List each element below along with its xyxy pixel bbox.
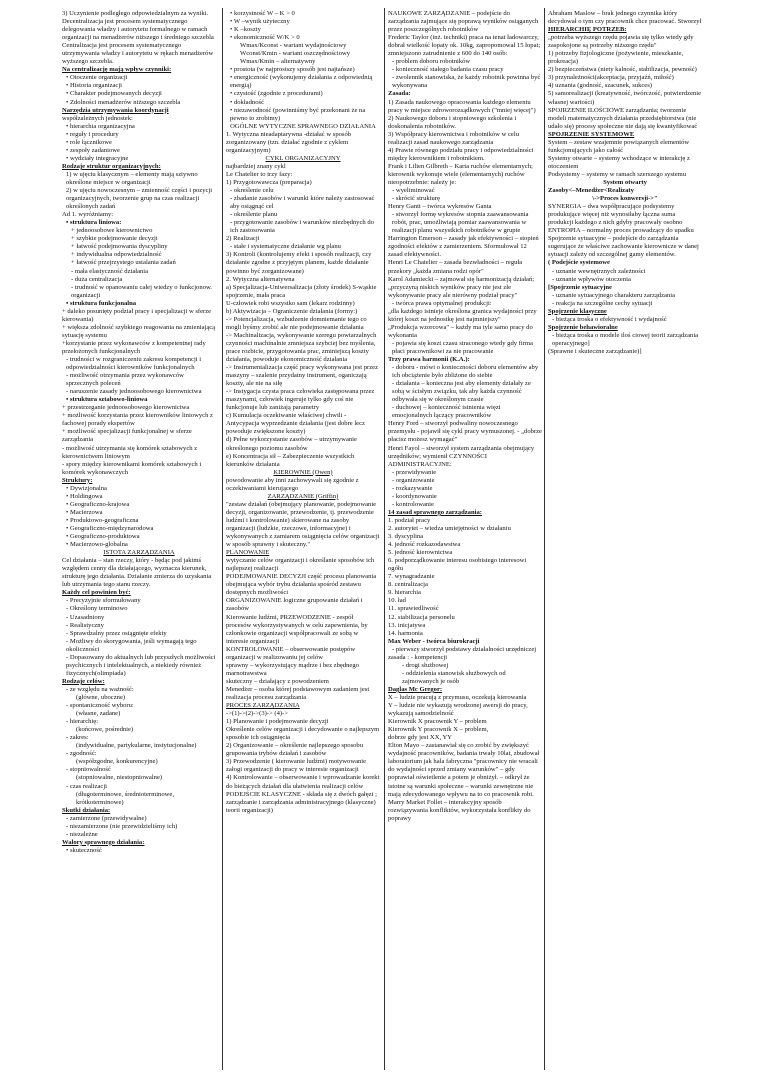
text-line: - oddzielenia stanowisk służbowych od zajmowanych je osób xyxy=(402,669,506,685)
text-line: Systemy otwarte – systemy wchodzące w interakcję z otoczeniem xyxy=(548,154,690,170)
text-line: Kierowanie ludźmi, PRZEWODZENIE - zespół procesów wykorzystywanych w celu zapewnienia, by członkowie organizacji współpracowali ze sobą w interesie organizacji xyxy=(226,613,368,645)
text-line: 2. autorytet – wiedza umiejętności w działaniu xyxy=(388,525,511,532)
text-line: ISTOTA ZARZĄDZANIA xyxy=(103,549,175,557)
text-line: a) Specjalizacja-Uniwersalizacja (złoty środek) S-wąskie spojrzenie, mała praca xyxy=(226,283,377,299)
text-line: - Możliwy do skorygowania, jeśli wymagają tego okoliczności xyxy=(66,637,197,653)
text-line: - zakres: xyxy=(66,734,89,742)
text-column-2 xyxy=(226,10,380,1070)
text-line: 7. wynagradzanie xyxy=(388,573,435,581)
column-divider xyxy=(222,8,223,1070)
text-line: - zbadanie zasobów i warunki które należy zastosować aby osiągnąć cel xyxy=(230,195,375,211)
text-line: PODEJMOWANIE DECYZJI część procesu planowania obejmująca wybór trybu działania spośród zestawu dostępnych możliwości xyxy=(226,573,377,597)
text-line: 1) Zasada naukowego opracowania każdego elementu pracy w miejsce zdroworozsądkowych ("mniej więcej") xyxy=(388,98,536,114)
text-line: • Macierzowo-globalna xyxy=(66,541,128,549)
text-line: 2) Organizowanie – określenie najlepszego sposobu grupowania trybów działań i zasobów xyxy=(226,742,364,758)
text-line: Menedżer – osoba której podstawowym zadaniem jest realizacja procesu zarządzania xyxy=(226,685,370,701)
text-line: Henri Fayol – stworzył system zarządzania obejmujący urzędników; wymienił CZYNNOŚCI ADMINISTRACYJNE: xyxy=(388,444,535,468)
text-line: -> Instygacja czysta praca człowieka zastępowana przez maszynami, człowiek ingeruje tylko gdy coś nie funkcjonuje lub zaniżają parametry xyxy=(226,388,375,412)
text-line: (długoterminowe, średnioterminowe, krótkoterminowe) xyxy=(76,790,174,806)
text-line: 3) Współpracy kierownictwa i robotników w celu realizacji zasad naukowego zarządzania xyxy=(388,130,519,146)
text-line: [Spojrzenie sytuacyjne xyxy=(548,283,612,291)
text-line: Kierownik X pracownik Y – problem xyxy=(388,718,487,726)
text-line: - organizowanie xyxy=(392,476,435,484)
text-line: - Realistyczny xyxy=(66,621,104,629)
text-line: Na centralizację mają wpływ czynniki: xyxy=(62,66,172,74)
text-line: CYKL ORGANIZACYJNY xyxy=(265,154,341,162)
column-divider xyxy=(384,8,385,1070)
text-line: - określenie celu xyxy=(230,187,274,195)
text-line: Harrington Emerson – zasady jak efektywności – stopień zgodności efektów z zamierzeniem. Sformułował 12 zasad efektywności. xyxy=(388,235,539,259)
text-line: Skutki działania: xyxy=(62,806,111,814)
text-line: • dokładność xyxy=(230,98,264,106)
text-line: - kontrolowanie xyxy=(392,500,434,508)
text-line: - możliwość utrzymania się komórek sztabowych z kierownictwem liniowym xyxy=(62,444,198,460)
column-divider xyxy=(544,8,545,1070)
text-line: Rodzaje celów: xyxy=(62,677,105,685)
text-line: 2) bezpieczeństwa (niety kalność, stabilizacja, pewność) xyxy=(548,66,697,74)
text-line: PODEJŚCIE KLASYCZNE - składa się z dwóch gałęzi ; zarządzanie i zarządzania administracyjnego (klasyczne) teorii organizacji) xyxy=(226,790,377,814)
text-line: Cel działania – stan rzeczy, który - będąc pod jakimś względem cenny dla działającego, wyznacza kierunek, strukturę jego działania. Działanie zmierza do uzyskania lub utrzymania tego stanu rzeczy. xyxy=(62,557,212,589)
text-line: Struktury: xyxy=(62,476,93,484)
text-line: 2) w ujęciu nowoczesnym – zmienność części i pozycji organizacyjnych, tworzenie grup na czas realizacji określonych zadań xyxy=(66,187,213,211)
text-line: - duchowej – konieczność istnienia więzi emocjonalnych łączący pracowników xyxy=(392,404,501,420)
text-line: c) Kumulacja oczekiwanie właściwej chwili - Antycypacja wyprzedzanie działania (jest dobre lecz powoduje zwiększone koszty) xyxy=(226,412,365,436)
text-line: 6. podporządkowanie interesu osobistego interesowi ogółu xyxy=(388,557,527,573)
text-line: Wmax/Kmin – alternatywny xyxy=(240,58,316,66)
text-line: Frank i Lilien Gilbreth – Karta ruchów elementarnych; kierownik wykonuje wiele (elementarnych) ruchów nieopotrzebnie: należy je: xyxy=(388,162,533,186)
text-line: 5) samorealizacji (kreatywność, twórczość, potwierdzenie własnej wartości) xyxy=(548,90,702,106)
text-line: d) Pełne wykorzystanie zasobów – utrzymywanie określonego poziomu zasobów xyxy=(226,436,357,452)
text-line: - hierarchię: xyxy=(66,718,99,726)
text-line: - uznanie sytuacyjnego charakteru zarządzania xyxy=(552,291,676,299)
text-line: 2. Wytyczna alternatywna xyxy=(226,275,295,283)
text-line: SPOJRZENIE ILOŚCIOWE zarządzania; tworzenie modeli matematycznych działania przedsiębiorstwa (nie udało się) procesy społeczne nie dają się kwantyfikować xyxy=(548,106,698,130)
text-line: - doboru - mówi o konieczności doboru elementów aby ich obciążenie było zbliżone do siebie xyxy=(392,364,539,380)
text-line: - duża centralizacja xyxy=(71,275,123,283)
text-line: - konieczność stałego badania czasu pracy xyxy=(392,66,504,74)
text-line: 10. ład xyxy=(388,597,406,605)
text-line: + przestrzeganie jednoosobowego kierownictwa xyxy=(62,404,190,412)
text-line: - trudność w opanowaniu całej wiedzy o funkcjonow. organizacji xyxy=(71,283,212,299)
text-line: • Holdingowa xyxy=(66,492,103,500)
text-line: (końcowe, pośrednie) xyxy=(76,726,134,734)
text-line: • struktura sztabowo-liniowa xyxy=(66,396,148,404)
text-line: -> Machinalizacja, wykonywanie szeregu powtarzalnych czynności machinalnie zmniejsza szybciej bez myślenia, prace rozbicie, przygotowania prac, zminiejszą koszty działania, powoduje ekonomiczność działania xyxy=(226,331,377,364)
text-line: 8. centralizacja xyxy=(388,581,428,589)
text-line: Karol Adamiecki – zajmował się harmonizacją działań; „przyczyną niskich wyników pracy nie jest złe wykonywanie pracy ale nierówny podział pracy" xyxy=(388,275,535,299)
text-line: Walory sprawnego działania: xyxy=(62,838,145,846)
text-line: + możliwość specjalizacji funkcjonalnej w sferze zarządzania xyxy=(62,428,192,444)
text-line: - mała elastyczność działania xyxy=(71,267,149,275)
text-line: • reguły i procedury xyxy=(66,130,119,138)
text-line: - zamierzone (przewidywalne) xyxy=(66,814,147,822)
text-line: • Historia organizacji xyxy=(66,82,123,90)
text-line: - stałe i systematyczne działanie wg planu xyxy=(230,243,341,251)
text-line: 1) w ujęciu klasycznym – elementy mają sztywno określone miejsce w organizacji xyxy=(66,170,198,186)
text-line: 1) potrzeby fizjologiczne (pożywienie, mieszkanie, prokreacja) xyxy=(548,50,684,66)
text-column-3 xyxy=(388,10,542,1070)
text-line: Trzy prawa harmonii (K.A.): xyxy=(388,356,470,364)
text-line: X – ludzie pracują z przymusu, oczekują kierowania xyxy=(388,693,527,701)
text-line: Frederic Taylor (inż. techniki) praca na tenat ładowarczy, dobrał wielkość łopaty ok. 10kg, zapropomował 15 łopat; zmniejszono zatrudnienie z 600 do 140 osób: xyxy=(388,34,541,58)
text-line: - Precyzyjnie sformułowany xyxy=(66,597,141,605)
text-line: PLANOWANIE xyxy=(226,549,270,557)
text-line: 9. hierarchia xyxy=(388,589,421,597)
text-line: • Geograficzno-produktowa xyxy=(66,533,140,541)
text-line: + łatwość przejrzystego ustalania zadań xyxy=(71,259,176,267)
text-line: 1) Planowanie i podejmowanie decyzji xyxy=(226,718,329,726)
text-line: • K –koszty xyxy=(230,26,261,34)
text-line: Y – ludzie nie wykazują wrodzonej awersji do pracy, wykazują samodzielność xyxy=(388,702,528,718)
text-line: - możliwość otrzymania przez wykonawców sprzecznych poleceń xyxy=(66,372,184,388)
text-line: (współzgodne, konkurencyjne) xyxy=(76,758,158,766)
text-line: • korzystność W – K > 0 xyxy=(230,10,295,17)
text-line: NAUKOWE ZARZĄDZANIE – podejście do zarządzania zajmujące się poprawą wyników osiąganych przez poszczególnych robotników xyxy=(388,10,539,34)
text-line: 3. dyscyplina xyxy=(388,533,424,541)
text-line: współzależnych jednostek: xyxy=(62,114,133,122)
text-line: 4) uznania (godność, szacunek, sukces) xyxy=(548,82,652,90)
text-line: + indywidualna odpowiedzialność xyxy=(71,251,162,259)
text-line: - trudności w rozgraniczeniu zakresu kompetencji i odpowiedzialności kierowników funkcjonalnych xyxy=(66,356,202,372)
text-line: - wyeliminować xyxy=(392,187,435,195)
text-line: • Macierzowa xyxy=(66,508,103,516)
text-line: KONTROLOWANIE – obserwowanie postępów organizacji w realizowaniu jej celów xyxy=(226,645,356,661)
text-line: "zestaw działań (obejmujący planowanie, podejmowanie decyzji, organizowanie, przewodzenie, tj. przewodzenie ludźmi i kontrolowanie) skierowane na zasoby organizacji (ludzkie, rzeczowe, informacyjne) i wykonywanych z zamiarem osiągnięcia celów organizacji w sposób sprawny i skuteczny." xyxy=(226,500,380,549)
text-line: - Sprawdzalny przez osiągnięte efekty xyxy=(66,629,167,637)
text-line: +korzystanie przez wykonawców z kompetentnej rady przełożonych funkcjonalnych xyxy=(62,339,206,355)
text-line: - Dopasowany do aktualnych lub przyszłych możliwości psychicznych i intelektualnych, a niekiedy również fizycznych(olimpiada) xyxy=(66,653,216,677)
text-line: Le Chatelier to trzy fazy: xyxy=(226,170,293,178)
text-line: Max Weber - twórca biurokracji xyxy=(388,637,480,645)
text-line: • Dywizjonalna xyxy=(66,484,107,492)
text-line: ->(1)->(2)->(3)-> (4)-> xyxy=(226,710,288,718)
text-line: 1. Wytyczna nieadaptarywna -działać w sposób zorganizowany (tzn. działać zgodnie z cyklem organizacyjnym) xyxy=(226,130,352,154)
text-line: - określenie planu xyxy=(230,211,278,219)
text-line: 3) Przewodzenie ( kierowanie ludźmi) motywowanie załogi organizacji do pracy w interesie organizacji xyxy=(226,758,367,774)
text-line: • skuteczność xyxy=(66,846,102,854)
text-line: 14 zasad sprawnego zarządzania: xyxy=(388,508,482,516)
text-line: SPOJRZENIE SYSTEMOWE xyxy=(548,130,635,138)
text-column-1 xyxy=(62,10,216,1070)
text-line: • czystość (zgodnie z procedurami) xyxy=(230,90,323,98)
text-line: • Charakter podejmowanych decyzji xyxy=(66,90,162,98)
text-line: - zgodność: xyxy=(66,750,97,758)
text-line: najbardziej znany cykl xyxy=(226,162,286,170)
text-line: b) Aktywizacja – Ograniczenie działania (formy:) xyxy=(226,307,358,315)
text-line: e) Koncentracja sił – Zabezpieczenie wszystkich kierunków działania xyxy=(226,452,355,468)
text-line: • Geograficzno-międzynarodowa xyxy=(66,525,154,532)
text-line: - twórca prawa optymalnej produkcji: xyxy=(392,299,492,307)
text-line: - rozkazywanie xyxy=(392,484,433,492)
text-line: - niezamierzone (nie przewidzieliśmy ich) xyxy=(66,822,178,830)
text-line: 2) Realizacji xyxy=(226,235,260,243)
text-line: Henri Le Chatelier – zasada bezwładności – reguła przekory „każda zmiana rodzi opór" xyxy=(388,259,523,275)
text-line: „dla każdego istnieje określona granica wydajności przy której koszt na jednostkę jest najmniejszy" xyxy=(388,307,537,323)
text-line: 2) Naukowego doboru i stopniowego szkolenia i doskonalenia robotników. xyxy=(388,114,517,130)
text-line: 1. podział pracy xyxy=(388,516,431,524)
text-line: - zwolennik stanowiska, że każdy robotnik powinna być wykonywana xyxy=(392,74,541,90)
text-line: 5. jedność kierownictwa xyxy=(388,549,453,557)
text-line: - naruszenie zasady jednoosobowego kierownictwa xyxy=(66,388,202,396)
text-line: • Zdolności menadżerów niższego szczebla xyxy=(66,98,181,106)
text-line: - koordynowanie xyxy=(392,492,437,500)
text-line: - pierwszy stworzył podstawy działalności urzędniczej xyxy=(392,645,537,653)
text-line: System otwarty xyxy=(603,178,647,186)
text-line: - spory między kierownikami komórek sztabowych i komórek wykonawczych xyxy=(62,460,202,476)
text-line: - uznanie wpływów otoczenia xyxy=(552,275,631,283)
text-line: Spojrzenie behawioralne xyxy=(548,323,618,331)
text-line: • hierarchia organizacyjna xyxy=(66,122,135,130)
text-line: • Geograficzno-krajowa xyxy=(66,500,130,508)
text-line: - przewidywanie xyxy=(392,468,437,476)
text-line: (Sprawne i skuteczne zarządzanie)] xyxy=(548,347,642,355)
text-line: + daleko posunięty podział pracy i specjalizacji w sferze kierowania) xyxy=(62,307,212,323)
text-line: + większa zdolność szybkiego reagowania na zmieniającą sytuację systemu xyxy=(62,323,216,339)
text-line: - pojawia się koszt czasu straconego wtedy gdy firma płaci pracownikowi za nie pracowanie xyxy=(392,339,533,355)
text-line: 12. stabilizacja personelu xyxy=(388,613,455,621)
text-line: - Uzasadniony xyxy=(66,613,105,621)
text-line: System – zestaw wzajemnie powiązanych elementów funkcjonujących jako całość xyxy=(548,138,690,154)
text-line: SYNERGIA – dwa współpracujące podsystemy produkujące więcej niż wynosiłaby łączna suma produkcji każdego z nich gdyby pracowały osobno xyxy=(548,203,683,227)
text-line: Spojrzenie sytuacyjne – podejście do zarządzania sugerujące że właściwe zachowanie kierownicze w danej sytuacji zależy od szczególnej gamy elementów. xyxy=(548,235,699,259)
text-line: - ze względu na ważność: xyxy=(66,685,134,693)
text-line: 11. sprawiedliwość xyxy=(388,605,439,613)
text-line: ( Podejście systemowe xyxy=(548,259,610,267)
text-line: 1) Przygotowawcza (preparacja) xyxy=(226,178,312,186)
text-line: (indywidualne, partykularne, instytucjonalne) xyxy=(76,742,197,750)
text-line: - przygotowanie zasobów i warunków niezbędnych do ich zastosowania xyxy=(230,219,374,235)
text-line: - bieżąca troska o efektywność i wydajność xyxy=(552,315,667,323)
text-line: 3) przynależności(akceptacja, przyjaźń, miłość) xyxy=(548,74,674,82)
text-line: ORGANIZOWANIE logiczne grupowanie działań i zasobów xyxy=(226,597,363,613)
text-line: Daglas Mc Gregor: xyxy=(388,685,443,693)
text-line: Ad 1. wyróżniamy: xyxy=(62,211,114,219)
text-line: 3) Uczynienie podległego odpowiedzialnym za wyniki. xyxy=(62,10,209,17)
text-line: Marry Market Follet – interakcyjny sposób rozwiązywania konfliktów, wykorzystała konflikty do poprawy xyxy=(388,798,531,822)
text-line: „Produkcja wzorcowa" – każdy ma tyle samo pracy do wykonania xyxy=(388,323,533,339)
text-column-4 xyxy=(548,10,702,1070)
text-line: OGÓLNE WYTYCZNE SPRAWNEGO DZIAŁANIA xyxy=(230,122,376,130)
text-line: ZARZĄDZANIE (Griffin) xyxy=(267,492,339,500)
text-line: • struktura liniowa: xyxy=(66,219,122,227)
text-line: + łatwość podejmowania dyscypliny xyxy=(71,243,168,251)
text-line: Centralizacja jest procesem systematycznego utrzymywania władzy i autorytetu w rękach menadżerów wyższego szczebla. xyxy=(62,42,214,66)
text-line: „potrzeba wyższego rzędu pojawia się tylko wtedy gdy zaspokojone są potrzeby niższego rzędu" xyxy=(548,34,694,50)
text-line: Spojrzenie klasyczne xyxy=(548,307,607,315)
text-line: - uznanie wewnętrznych zależności xyxy=(552,267,646,275)
text-line: • wydziały integracyjne xyxy=(66,154,129,162)
text-line: - bieżąca troska o modele iloś ciowej teorii zarządzania operacyjnego] xyxy=(552,331,699,347)
text-line: • ekonomiczność W/K > 0 xyxy=(230,34,300,42)
text-line: wytyczanie celów organizacji i określanie sposobów ich najlepszej realizacji xyxy=(226,557,375,573)
text-line: 4. jedność rozkazodawstwa xyxy=(388,541,461,549)
text-line: zasada : - kompetencji xyxy=(388,653,448,661)
text-line: (główne, uboczne) xyxy=(76,693,126,701)
text-line: KIEROWNIE (Owen) xyxy=(273,468,333,476)
text-line: Henry Ford – stworzył podwaliny nowoczesnego przemysłu - pojawił się cykl pracy wymuszonej. - „dobrze płacisz możesz wymagać" xyxy=(388,420,542,444)
text-line: powodowanie aby inni zachowywali się zgodnie z oczekiwaniami kierującego xyxy=(226,476,359,492)
text-line: - stopniowalność xyxy=(66,766,111,774)
text-line: • energiczność (wykonujemy działania z odpowiednią energią) xyxy=(230,74,373,90)
text-line: - stworzył formę wykresów stopnia zaawansowania robót, prac, umożliwiają pomiar zaawansowania w realizacji planu wszystkich robotników w grupie xyxy=(392,211,529,235)
text-line: Zasada: xyxy=(388,90,411,98)
text-line: - drogi służbowej xyxy=(402,661,449,669)
text-line: \->Proces konwersji->" xyxy=(592,195,658,203)
text-line: Kierownik Y pracownik X – problem, xyxy=(388,726,489,734)
text-line: • Otoczenie organizacji xyxy=(66,74,128,82)
text-line: (stopniowalne, niestopniowalne) xyxy=(76,774,163,782)
text-line: - skrócić strukturę xyxy=(392,195,440,203)
text-line: - problem doboru robotników xyxy=(392,58,471,66)
text-line: 4) Kontrolowanie – obserwowanie i wprowadzanie korekt do bieżących działań dla ułatwienia realizacji celów xyxy=(226,774,380,790)
text-line: -> Instrumentalizacja część pracy wykonywana jest przez maszyny – szalenie przydatny instrument, oganiczają koszty, ale nie na siłę xyxy=(226,364,379,388)
text-line: • W –wynik użyteczny xyxy=(230,18,290,26)
text-line: skuteczny – działający z powodzeniem xyxy=(226,677,329,685)
text-line: -> Potencjalizacja, wzbudzenie domniemanie tego co mogli byśmy zrobić ale nie podejmowanie działania xyxy=(226,315,367,331)
text-line: Abraham Maslow – brak jednego czynnika który decydował o tym czy pracownik chce pracować. Stworzył xyxy=(548,10,702,26)
text-line: + możliwość korzystania przez kierowników liniowych z fachowej porady ekspertów xyxy=(62,412,213,428)
text-line: - Określony terminowo xyxy=(66,605,128,613)
text-line: 3) Kontroli (kontrolujemy efekt i sposób realizacji, czy działanie zgodne z przyjętym planem, każde działanie powinno być zorganizowane) xyxy=(226,251,372,275)
text-line: + jednoosobowe kierownictwo xyxy=(71,227,153,235)
text-line: - niezależne xyxy=(66,830,98,838)
text-line: - reakcja na szczególne cechy sytuacji xyxy=(552,299,653,307)
text-line: • niezawodność (powinniśmy być przekonani że na pewno to zrobimy) xyxy=(230,106,366,122)
text-line: - spontaniczność wyboru: xyxy=(66,702,134,710)
text-line: Elton Mayo – zastanawiał się co zrobić by zwiększyć wydajność pracowników, badania trwały 10lat, zbudował laboratorium jak hala fabryczna "pracownicy nie wracali do wydajności sprzed zmiany warunków" – gdy poprawiał oświetlenie a potem je obniżył. – odkrył że istotne są warunki społeczne – warunki zewnętrzne nie mają zdecydowanego wpływu na to co pracownik robi. xyxy=(388,742,540,798)
text-line: Wconst/Kmin - wariant oszczędnościowy xyxy=(240,50,351,58)
text-line: 13. inicjatywa xyxy=(388,621,426,629)
text-line: Rodzaje struktur organizacyjnych: xyxy=(62,162,161,170)
text-line: • prostota (w najprostszy sposób jest najtańsze) xyxy=(230,66,355,74)
text-line: 4) Prawie równego podziału pracy i odpowiedzialności między kierownikiem i robotnikiem. xyxy=(388,146,534,162)
text-line: Zasoby<–Menedżer<Realizaty xyxy=(548,187,634,195)
text-line: sprawny – wykorzystujący mądrze i bez zbędnego marnotrawstwa xyxy=(226,661,359,677)
text-line: HIERARCHIĘ POTRZEB: xyxy=(548,26,627,34)
text-line: PROCES ZARZĄDZANIA xyxy=(226,702,300,710)
text-line: Narzędzia utrzymywania koordynacji xyxy=(62,106,169,114)
text-line: U-człowiek robi wszystko sam (lekarz rodzinny) xyxy=(226,299,355,307)
text-line: • Produktowo-geograficzna xyxy=(66,516,139,524)
text-line: • role łącznikowe xyxy=(66,138,112,146)
text-line: - działania – konieczna jest aby elementy działały ze sobą w ścisłym związku, tak aby każda czynność odbywała się w określonym czasie xyxy=(392,380,531,404)
text-line: (własne, zadane) xyxy=(76,710,121,718)
text-line: • zespoły zadaniowe xyxy=(66,146,120,154)
text-line: - czas realizacji xyxy=(66,782,107,790)
text-line: Henry Gantt – twórca wykresów Ganta xyxy=(388,203,492,211)
text-line: Decentralizacja jest procesem systematycznego delegowania władzy i autorytetu formalnego w ramach organizacji na menadżerów niższego i średniego szczebla xyxy=(62,18,214,42)
text-line: ENTROPIA – normalny proces prowadzący do upadku xyxy=(548,227,694,235)
text-line: + szybkie podejmowanie decyzji xyxy=(71,235,158,243)
text-line: Wmax/Kconst - wariant wydajnościowy xyxy=(240,42,347,50)
text-line: Każdy cel powinien być: xyxy=(62,589,131,597)
text-line: 14. harmonia xyxy=(388,629,423,637)
text-line: dobrze gdy jest XX, YY xyxy=(388,734,453,742)
text-line: • struktura funkcjonalna xyxy=(66,299,137,307)
text-line: Podsystemy – systemy w ramach szerszego systemu xyxy=(548,170,687,178)
text-line: Określenie celów organizacji i decydowanie o najlepszym sposobie ich osiągnięcia xyxy=(226,726,380,742)
